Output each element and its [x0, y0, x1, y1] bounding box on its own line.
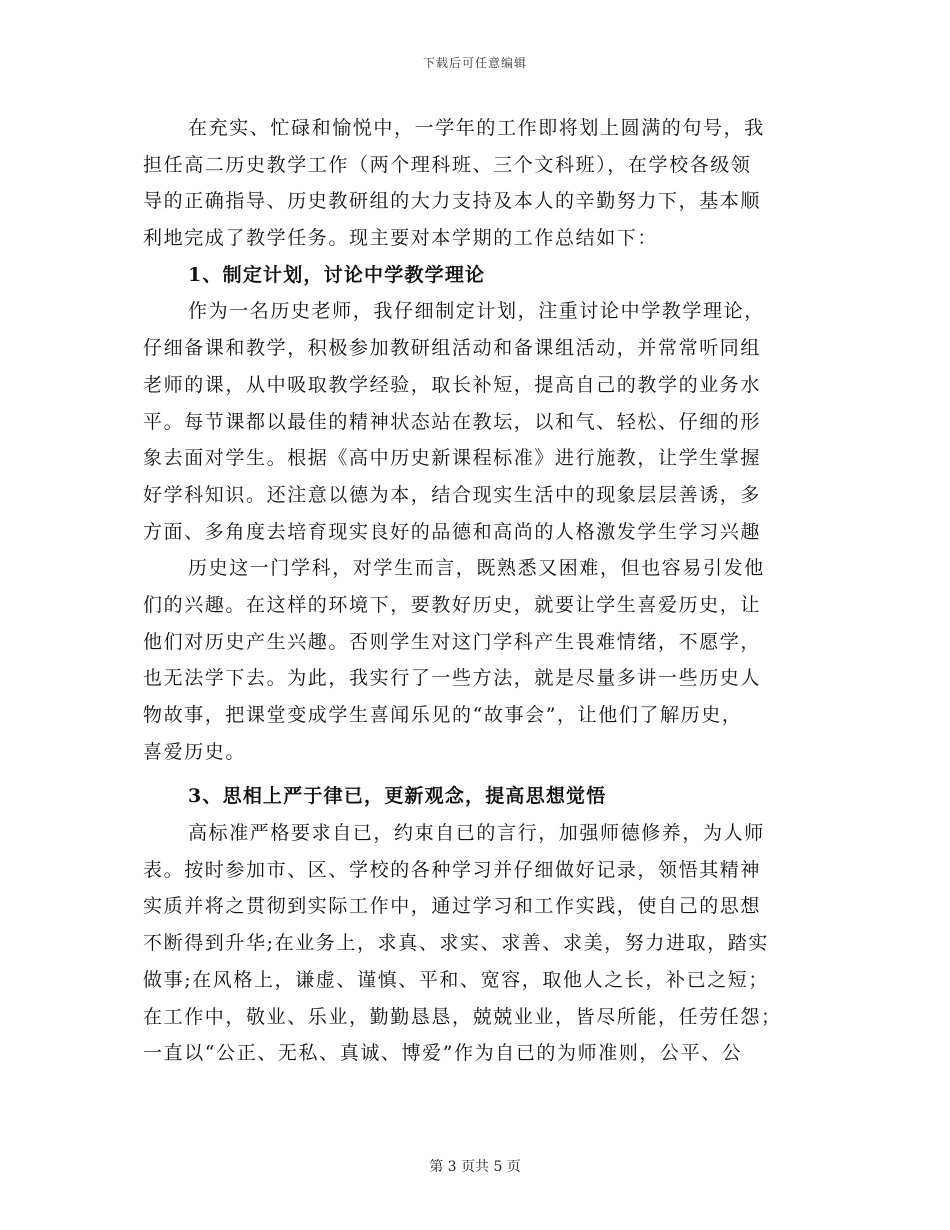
- paragraph-line: 利地完成了教学任务。现主要对本学期的工作总结如下：: [143, 227, 659, 250]
- paragraph-line: 历史这一门学科，对学生而言，既熟悉又困难，但也容易引发他: [188, 557, 765, 580]
- paragraph-line: 担任高二历史教学工作（两个理科班、三个文科班），在学校各级领: [143, 153, 752, 176]
- paragraph-line: 作为一名历史老师，我仔细制定计划，注重讨论中学教学理论，: [188, 300, 765, 323]
- paragraph-line: 好学科知识。还注意以德为本，结合现实生活中的现象层层善诱，多: [143, 483, 762, 506]
- section-spacer: [143, 770, 808, 778]
- paragraph-line: 在工作中，敬业、乐业，勤勤恳恳，兢兢业业，皆尽所能，任劳任怨；: [143, 1005, 782, 1028]
- paragraph-line: 在充实、忙碌和愉悦中，一学年的工作即将划上圆满的句号，我: [188, 117, 765, 139]
- paragraph-line: 象去面对学生。根据《高中历史新课程标准》进行施教，让学生掌握: [143, 447, 762, 470]
- paragraph-line: 一直以“公正、无私、真诚、博爱”作为自已的为师准则，公平、公: [143, 1042, 743, 1065]
- paragraph-line: 不断得到升华;在业务上，求真、求实、求善、求美，努力进取，踏实: [143, 932, 770, 955]
- document-body: [143, 110, 808, 1072]
- paragraph-line: 做事;在风格上，谦虚、谨慎、平和、宽容，取他人之长，补已之短；: [143, 968, 770, 991]
- paragraph-line: 高标准严格要求自已，约束自已的言行，加强师德修养，为人师: [188, 822, 765, 845]
- paragraph-line: 表。按时参加市、区、学校的各种学习并仔细做好记录，领悟其精神: [143, 858, 762, 881]
- paragraph-line: 导的正确指导、历史教研组的大力支持及本人的辛勤努力下，基本顺: [143, 190, 762, 213]
- paragraph-line: 老师的课，从中吸取教学经验，取长补短，提高自己的教学的业务水: [143, 373, 762, 396]
- page-footer: 第 3 页共 5 页: [429, 1159, 521, 1175]
- section-heading: 3、思相上严于律已，更新观念，提高思想觉悟: [188, 785, 607, 808]
- paragraph-line: 他们对历史产生兴趣。否则学生对这门学科产生畏难情绪，不愿学，: [143, 630, 762, 653]
- paragraph-line: 喜爱历史。: [143, 740, 247, 763]
- section-heading: 1、制定计划，讨论中学教学理论: [188, 263, 486, 286]
- paragraph-line: 也无法学下去。为此，我实行了一些方法，就是尽量多讲一些历史人: [143, 667, 762, 690]
- paragraph-line: 实质并将之贯彻到实际工作中，通过学习和工作实践，使自己的思想: [143, 895, 762, 918]
- paragraph-line: 方面、多角度去培育现实良好的品德和高尚的人格激发学生学习兴趣: [143, 520, 762, 543]
- paragraph-line: 平。每节课都以最佳的精神状态站在教坛，以和气、轻松、仔细的形: [143, 410, 762, 433]
- paragraph-line: 物故事，把课堂变成学生喜闻乐见的“故事会”，让他们了解历史，: [143, 704, 743, 726]
- paragraph-line: 们的兴趣。在这样的环境下，要教好历史，就要让学生喜爱历史，让: [143, 593, 762, 616]
- page-header: 下载后可任意编辑: [422, 56, 527, 70]
- paragraph-line: 仔细备课和教学，积极参加教研组活动和备课组活动，并常常听同组: [143, 337, 762, 360]
